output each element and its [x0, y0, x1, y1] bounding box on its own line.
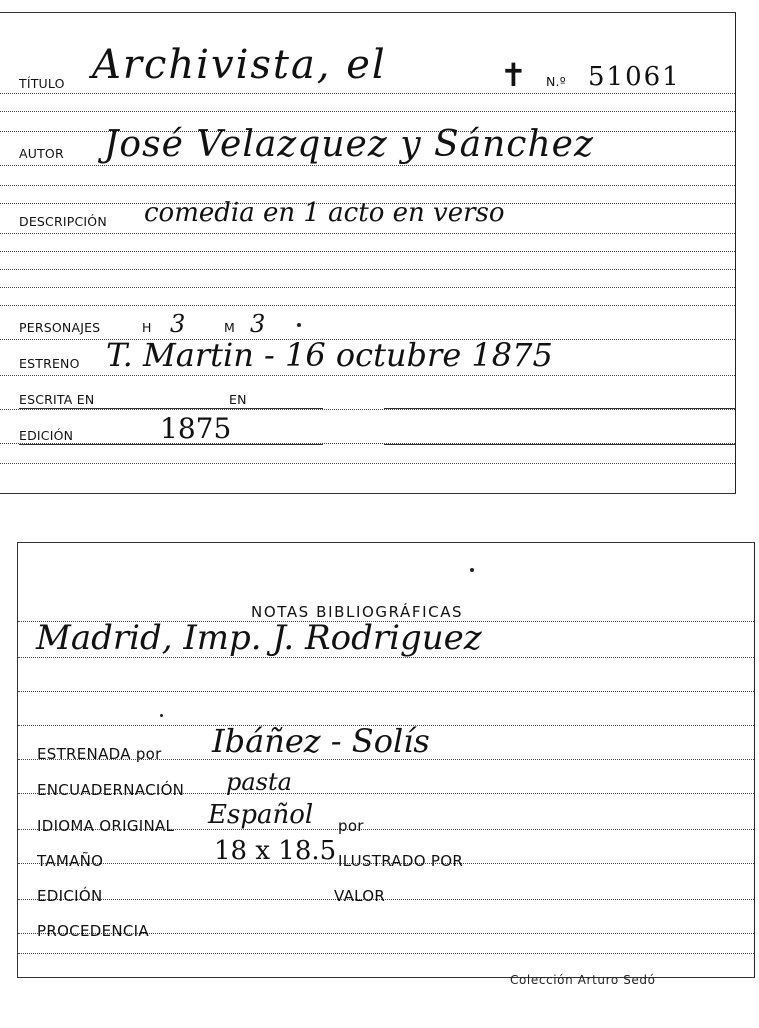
underline	[19, 408, 323, 409]
edicion-label: EDICIÓN	[19, 428, 74, 443]
descripcion-value: comedia en 1 acto en verso	[144, 198, 505, 228]
numero-value: 51061	[588, 62, 681, 92]
numero-label: N.º	[546, 74, 566, 89]
autor-label: AUTOR	[19, 146, 64, 161]
h-label: H	[142, 320, 152, 335]
descripcion-label: DESCRIPCIÓN	[19, 214, 107, 229]
autor-value: José Velazquez y Sánchez	[104, 124, 594, 165]
por-label: por	[338, 817, 364, 835]
dotted-rule	[18, 953, 754, 954]
dotted-rule	[0, 287, 735, 288]
notas-value: Madrid, Imp. J. Rodriguez	[36, 618, 482, 658]
ink-dot	[160, 714, 163, 717]
personajes-label: PERSONAJES	[19, 320, 101, 335]
idioma-label: IDIOMA ORIGINAL	[37, 817, 175, 835]
collection-stamp: Colección Arturo Sedó	[510, 973, 656, 987]
titulo-label: TÍTULO	[19, 76, 65, 91]
h-value: 3	[170, 310, 186, 338]
estreno-value: T. Martin - 16 octubre 1875	[106, 336, 553, 374]
encuadernacion-value: pasta	[226, 768, 292, 796]
underline	[384, 444, 735, 445]
ink-dot	[470, 568, 474, 572]
notas-label: NOTAS BIBLIOGRÁFICAS	[251, 603, 464, 621]
procedencia-label: PROCEDENCIA	[37, 922, 149, 940]
dotted-rule	[0, 165, 735, 166]
valor-label: VALOR	[334, 887, 386, 905]
ink-dot	[297, 323, 301, 327]
dotted-rule	[0, 251, 735, 252]
en-label: EN	[229, 392, 247, 407]
dotted-rule	[0, 463, 735, 464]
dotted-rule	[0, 305, 735, 306]
dotted-rule	[18, 899, 754, 900]
dotted-rule	[0, 185, 735, 186]
dotted-rule	[0, 233, 735, 234]
ilustrado-label: ILUSTRADO POR	[338, 852, 464, 870]
estreno-label: ESTRENO	[19, 356, 80, 371]
dotted-rule	[18, 691, 754, 692]
escrita-label: ESCRITA EN	[19, 392, 95, 407]
dotted-rule	[0, 409, 735, 410]
encuadernacion-label: ENCUADERNACIÓN	[37, 781, 185, 799]
underline	[19, 444, 323, 445]
tamano-value: 18 x 18.5	[214, 836, 337, 866]
m-value: 3	[250, 310, 266, 338]
estrenada-value: Ibáñez - Solís	[212, 722, 430, 760]
dotted-rule	[0, 111, 735, 112]
cross-mark: ✝	[500, 56, 527, 94]
dotted-rule	[0, 375, 735, 376]
edicion-value: 1875	[160, 412, 232, 445]
idioma-value: Español	[208, 800, 314, 830]
underline	[384, 408, 735, 409]
tamano-label: TAMAÑO	[37, 852, 104, 870]
dotted-rule	[0, 93, 735, 94]
m-label: M	[224, 320, 235, 335]
estrenada-label: ESTRENADA por	[37, 745, 162, 763]
titulo-value: Archivista, el	[92, 42, 387, 88]
dotted-rule	[0, 269, 735, 270]
edicion2-label: EDICIÓN	[37, 887, 103, 905]
